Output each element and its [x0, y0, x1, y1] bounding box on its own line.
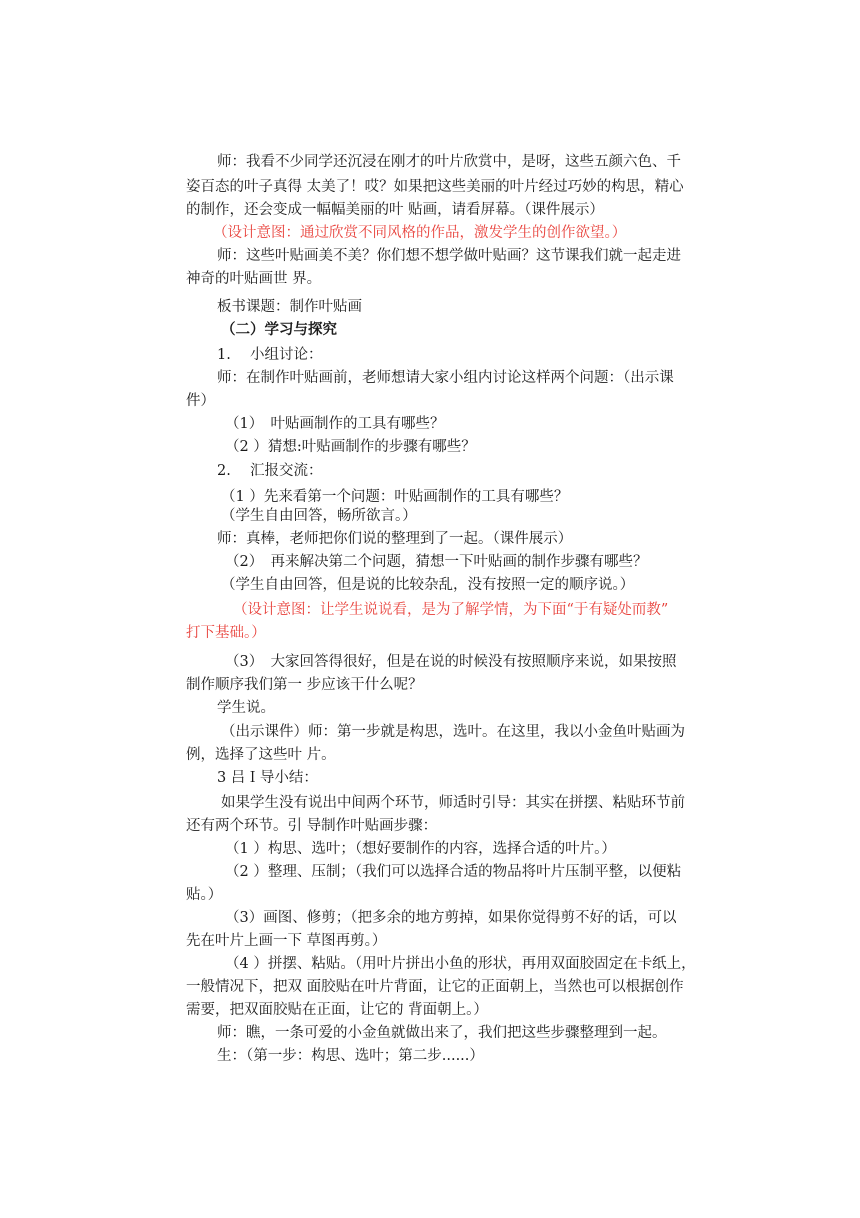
design-intent-note: （设计意图：让学生说说看，是为了解学情，为下面“于有疑处而教” [233, 602, 669, 618]
paragraph-line: 件） [186, 393, 215, 409]
paragraph-line: （出示课件）师：第一步就是构思，选叶。在这里，我以小金鱼叶贴画为 [221, 724, 685, 740]
paragraph-line: 例，选择了这些叶 片。 [186, 747, 336, 763]
paragraph-line: 神奇的叶贴画世 界。 [186, 271, 322, 287]
paragraph-line: 一般情况下，把双 面胶贴在叶片背面，让它的正面朝上，当然也可以根据创作 [186, 979, 684, 995]
design-intent-note: （设计意图：通过欣赏不同风格的作品，激发学生的创作欲望。） [213, 225, 627, 241]
paragraph-line: 如果学生没有说出中间两个环节，师适时引导：其实在拼摆、粘贴环节前 [221, 795, 685, 811]
list-item: （2） 再来解决第二个问题，猜想一下叶贴画的制作步骤有哪些？ [225, 554, 648, 570]
list-item: 1. 小组讨论： [217, 347, 323, 363]
list-item: （3）画图、修剪；（把多余的地方剪掉，如果你觉得剪不好的话，可以 [225, 910, 677, 926]
list-item: 2. 汇报交流： [217, 463, 323, 479]
paragraph-line: 师：真棒，老师把你们说的整理到了一起。（课件展示） [217, 531, 573, 547]
paragraph-line: 贴。） [186, 887, 223, 903]
list-item: （1 ）构思、选叶；（想好要制作的内容，选择合适的叶片。） [225, 841, 616, 857]
paragraph-line: 师：瞧，一条可爱的小金鱼就做出来了，我们把这些步骤整理到一起。 [217, 1025, 667, 1041]
subsection-heading: 3 吕Ｉ导小结： [217, 770, 318, 786]
list-item: （2 ）猜想:叶贴画制作的步骤有哪些？ [225, 439, 476, 455]
list-item: （3） 大家回答得很好，但是在说的时候没有按照顺序来说，如果按照 [225, 654, 677, 670]
paragraph-line: 学生说。 [217, 700, 275, 716]
paragraph-line: 生：（第一步：构思、选叶；第二步......） [217, 1048, 484, 1064]
paragraph-line: （学生自由回答，但是说的比较杂乱，没有按照一定的顺序说。） [221, 577, 635, 593]
paragraph-line: 还有两个环节。引 导制作叶贴画步骤： [186, 818, 438, 834]
paragraph-line: 师：我看不少同学还沉浸在刚才的叶片欣赏中，是呀，这些五颜六色、千 [217, 154, 681, 170]
list-item: （1） 叶贴画制作的工具有哪些？ [225, 416, 445, 432]
paragraph-line: 需要，把双面胶贴在正面，让它的 背面朝上。） [186, 1002, 488, 1018]
paragraph-line: 先在叶片上画一下 草图再剪。） [186, 933, 387, 949]
paragraph-line: 制作顺序我们第一 步应该干什么呢？ [186, 677, 423, 693]
paragraph-line: 的制作，还会变成一幅幅美丽的叶 贴画，请看屏幕。（课件展示） [186, 202, 604, 218]
paragraph-line: 师：这些叶贴画美不美？你们想不想学做叶贴画？这节课我们就一起走进 [217, 248, 681, 264]
paragraph-line: 姿百态的叶子真得 太美了！哎？如果把这些美丽的叶片经过巧妙的构思，精心 [186, 179, 684, 195]
section-heading: （二）学习与探究 [221, 321, 337, 338]
paragraph-line: （学生自由回答，畅所欲言。） [221, 508, 417, 524]
list-item: （2 ）整理、压制；（我们可以选择合适的物品将叶片压制平整，以便粘 [225, 864, 682, 880]
board-title: 板书课题：制作叶贴画 [217, 299, 362, 315]
design-intent-note: 打下基础。） [186, 625, 266, 641]
list-item: （4 ）拼摆、粘贴。（用叶片拼出小鱼的形状，再用双面胶固定在卡纸上， [225, 956, 696, 972]
list-item: （1 ）先来看第一个问题：叶贴画制作的工具有哪些？ [221, 489, 569, 505]
paragraph-line: 师：在制作叶贴画前，老师想请大家小组内讨论这样两个问题：（出示课 [217, 370, 674, 386]
